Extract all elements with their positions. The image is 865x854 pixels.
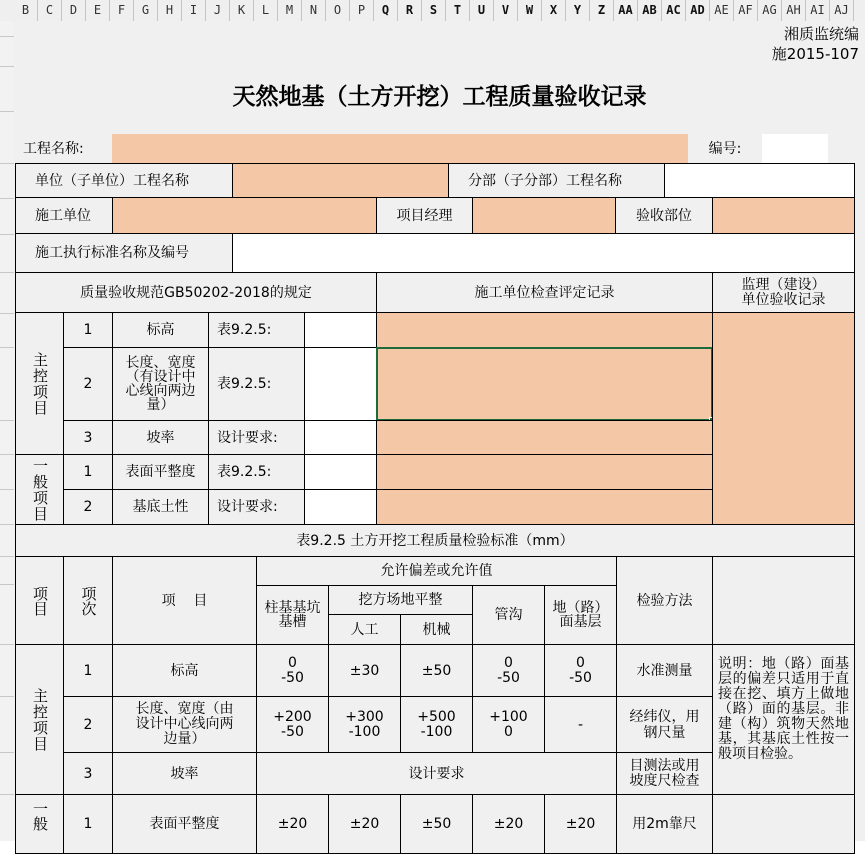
main-row-2-item: 长度、宽度 （有设计中 心线向两边 量） xyxy=(112,347,209,421)
main-row-3-req: 设计要求: xyxy=(208,420,305,455)
std-h-item-group: 项目 xyxy=(15,556,64,645)
std-row-3-no: 3 xyxy=(63,752,113,795)
std-row-4-no: 1 xyxy=(63,794,113,854)
standard-label: 施工执行标准名称及编号 xyxy=(15,233,233,273)
column-header-g[interactable]: G xyxy=(134,0,158,21)
number-input[interactable] xyxy=(762,134,828,163)
std-row-1-pipe: 0 -50 xyxy=(472,644,545,697)
column-header-e[interactable]: E xyxy=(86,0,110,21)
main-row-3-record[interactable] xyxy=(376,420,713,455)
std-row-1-pile: 0 -50 xyxy=(256,644,329,697)
column-header-b[interactable]: B xyxy=(14,0,38,21)
std-h-pile: 柱基基坑 基槽 xyxy=(256,585,329,645)
std-h-note-blank xyxy=(712,556,855,645)
subunit-name-label: 分部（子分部）工程名称 xyxy=(448,163,665,198)
supervision-record[interactable] xyxy=(712,312,855,525)
std-row-4-note-blank xyxy=(712,794,855,854)
std-row-2-pipe: +100 0 xyxy=(472,696,545,753)
standard-input[interactable] xyxy=(232,233,855,273)
std-row-4-method: 用2m靠尺 xyxy=(616,794,713,854)
std-row-1-manual: ±30 xyxy=(328,644,401,697)
std-row-1-item: 标高 xyxy=(112,644,257,697)
org-line-2: 施2015-107 xyxy=(771,45,859,63)
general-row-1-item: 表面平整度 xyxy=(112,454,209,490)
std-row-3-method: 目测法或用 坡度尺检查 xyxy=(616,752,713,795)
column-header-x[interactable]: X xyxy=(542,0,566,21)
main-group-label: 主控项目 xyxy=(15,312,64,455)
unit-name-label: 单位（子单位）工程名称 xyxy=(15,163,233,198)
std-row-1-machine: ±50 xyxy=(400,644,473,697)
column-header-y[interactable]: Y xyxy=(566,0,590,21)
column-header-d[interactable]: D xyxy=(62,0,86,21)
column-header-bar xyxy=(0,0,865,22)
std-row-4-road: ±20 xyxy=(544,794,617,854)
std-general-label: 一般 xyxy=(15,794,64,854)
column-header-n[interactable]: N xyxy=(302,0,326,21)
main-row-2-value[interactable] xyxy=(304,347,377,421)
subunit-name-input[interactable] xyxy=(664,163,855,198)
manager-label: 项目经理 xyxy=(376,197,473,234)
number-label: 编号: xyxy=(708,140,742,157)
std-h-method: 检验方法 xyxy=(616,556,713,645)
column-header-z[interactable]: Z xyxy=(590,0,614,21)
contractor-input[interactable] xyxy=(112,197,377,234)
column-header-s[interactable]: S xyxy=(422,0,446,21)
main-row-3-no: 3 xyxy=(63,420,113,455)
std-h-pipe: 管沟 xyxy=(472,585,545,645)
std-row-2-machine: +500 -100 xyxy=(400,696,473,753)
general-row-1-req: 表9.2.5: xyxy=(208,454,305,490)
column-header-p[interactable]: P xyxy=(350,0,374,21)
std-row-4-pipe: ±20 xyxy=(472,794,545,854)
std-row-2-road: - xyxy=(544,696,617,753)
main-row-1-item: 标高 xyxy=(112,312,209,348)
main-row-3-value[interactable] xyxy=(304,420,377,455)
column-header-ae[interactable]: AE xyxy=(710,0,734,21)
project-name-label: 工程名称: xyxy=(23,140,84,157)
general-row-2-value[interactable] xyxy=(304,489,377,525)
column-header-q[interactable]: Q xyxy=(374,0,398,21)
column-header-aj[interactable]: AJ xyxy=(830,0,854,21)
main-row-2-record-selected[interactable] xyxy=(376,347,713,421)
row-header-gutter xyxy=(0,21,15,841)
column-header-ac[interactable]: AC xyxy=(662,0,686,21)
std-note: 说明：地（路）面基层的偏差只适用于直接在挖、填方上做地（路）面的基层。非建（构）筑物天然地基，其基底土性按一般项目检验。 xyxy=(712,644,855,795)
std-row-2-manual: +300 -100 xyxy=(328,696,401,753)
std-row-1-road: 0 -50 xyxy=(544,644,617,697)
main-row-1-record[interactable] xyxy=(376,312,713,348)
column-header-ai[interactable]: AI xyxy=(806,0,830,21)
column-header-m[interactable]: M xyxy=(278,0,302,21)
column-header-o[interactable]: O xyxy=(326,0,350,21)
std-table-title: 表9.2.5 土方开挖工程质量检验标准（mm） xyxy=(15,524,855,557)
page-title: 天然地基（土方开挖）工程质量验收记录 xyxy=(232,84,647,110)
std-row-1-method: 水准测量 xyxy=(616,644,713,697)
column-header-l[interactable]: L xyxy=(254,0,278,21)
std-row-2-item: 长度、宽度（由 设计中心线向两 边量） xyxy=(112,696,257,753)
std-h-machine: 机械 xyxy=(400,614,473,645)
main-row-2-no: 2 xyxy=(63,347,113,421)
column-header-t[interactable]: T xyxy=(446,0,470,21)
std-row-2-pile: +200 -50 xyxy=(256,696,329,753)
unit-name-input[interactable] xyxy=(232,163,449,198)
general-row-1-no: 1 xyxy=(63,454,113,490)
std-h-allow: 允许偏差或允许值 xyxy=(256,556,617,586)
column-header-c[interactable]: C xyxy=(38,0,62,21)
inspection-part-input[interactable] xyxy=(712,197,855,234)
column-header-aa[interactable]: AA xyxy=(614,0,638,21)
std-row-3-design: 设计要求 xyxy=(256,752,617,795)
spec-header: 质量验收规范GB50202-2018的规定 xyxy=(15,272,377,313)
column-header-k[interactable]: K xyxy=(230,0,254,21)
column-header-ag[interactable]: AG xyxy=(758,0,782,21)
std-row-4-item: 表面平整度 xyxy=(112,794,257,854)
std-h-road: 地（路） 面基层 xyxy=(544,585,617,645)
std-main-group-label: 主控项目 xyxy=(15,644,64,795)
std-row-4-manual: ±20 xyxy=(328,794,401,854)
std-h-no: 项次 xyxy=(63,556,113,645)
manager-input[interactable] xyxy=(472,197,616,234)
column-header-ah[interactable]: AH xyxy=(782,0,806,21)
column-header-af[interactable]: AF xyxy=(734,0,758,21)
column-header-ab[interactable]: AB xyxy=(638,0,662,21)
column-header-r[interactable]: R xyxy=(398,0,422,21)
inspection-part-label: 验收部位 xyxy=(615,197,713,234)
main-row-1-no: 1 xyxy=(63,312,113,348)
construction-check-header: 施工单位检查评定记录 xyxy=(376,272,713,313)
main-row-1-req: 表9.2.5: xyxy=(208,312,305,348)
std-row-4-machine: ±50 xyxy=(400,794,473,854)
general-row-2-no: 2 xyxy=(63,489,113,525)
project-name-input[interactable] xyxy=(112,134,688,163)
column-header-j[interactable]: J xyxy=(206,0,230,21)
std-row-2-no: 2 xyxy=(63,696,113,753)
column-header-f[interactable]: F xyxy=(110,0,134,21)
column-header-h[interactable]: H xyxy=(158,0,182,21)
general-group-label: 一般项目 xyxy=(15,454,64,525)
main-row-1-value[interactable] xyxy=(304,312,377,348)
std-row-3-item: 坡率 xyxy=(112,752,257,795)
general-row-2-req: 设计要求: xyxy=(208,489,305,525)
std-row-4-pile: ±20 xyxy=(256,794,329,854)
column-header-i[interactable]: I xyxy=(182,0,206,21)
column-header-v[interactable]: V xyxy=(494,0,518,21)
general-row-2-record[interactable] xyxy=(376,489,713,525)
std-h-item: 项 目 xyxy=(112,556,257,645)
std-h-site: 挖方场地平整 xyxy=(328,585,473,615)
general-row-1-value[interactable] xyxy=(304,454,377,490)
general-row-1-record[interactable] xyxy=(376,454,713,490)
general-row-2-item: 基底土性 xyxy=(112,489,209,525)
contractor-label: 施工单位 xyxy=(15,197,113,234)
worksheet xyxy=(14,21,865,841)
column-header-w[interactable]: W xyxy=(518,0,542,21)
main-row-2-req: 表9.2.5: xyxy=(208,347,305,421)
std-row-1-no: 1 xyxy=(63,644,113,697)
std-row-2-method: 经纬仪，用 钢尺量 xyxy=(616,696,713,753)
column-header-ad[interactable]: AD xyxy=(686,0,710,21)
column-header-u[interactable]: U xyxy=(470,0,494,21)
main-row-3-item: 坡率 xyxy=(112,420,209,455)
org-line-1: 湘质监统编 xyxy=(783,25,859,43)
std-h-manual: 人工 xyxy=(328,614,401,645)
supervision-header: 监理（建设） 单位验收记录 xyxy=(712,272,855,313)
